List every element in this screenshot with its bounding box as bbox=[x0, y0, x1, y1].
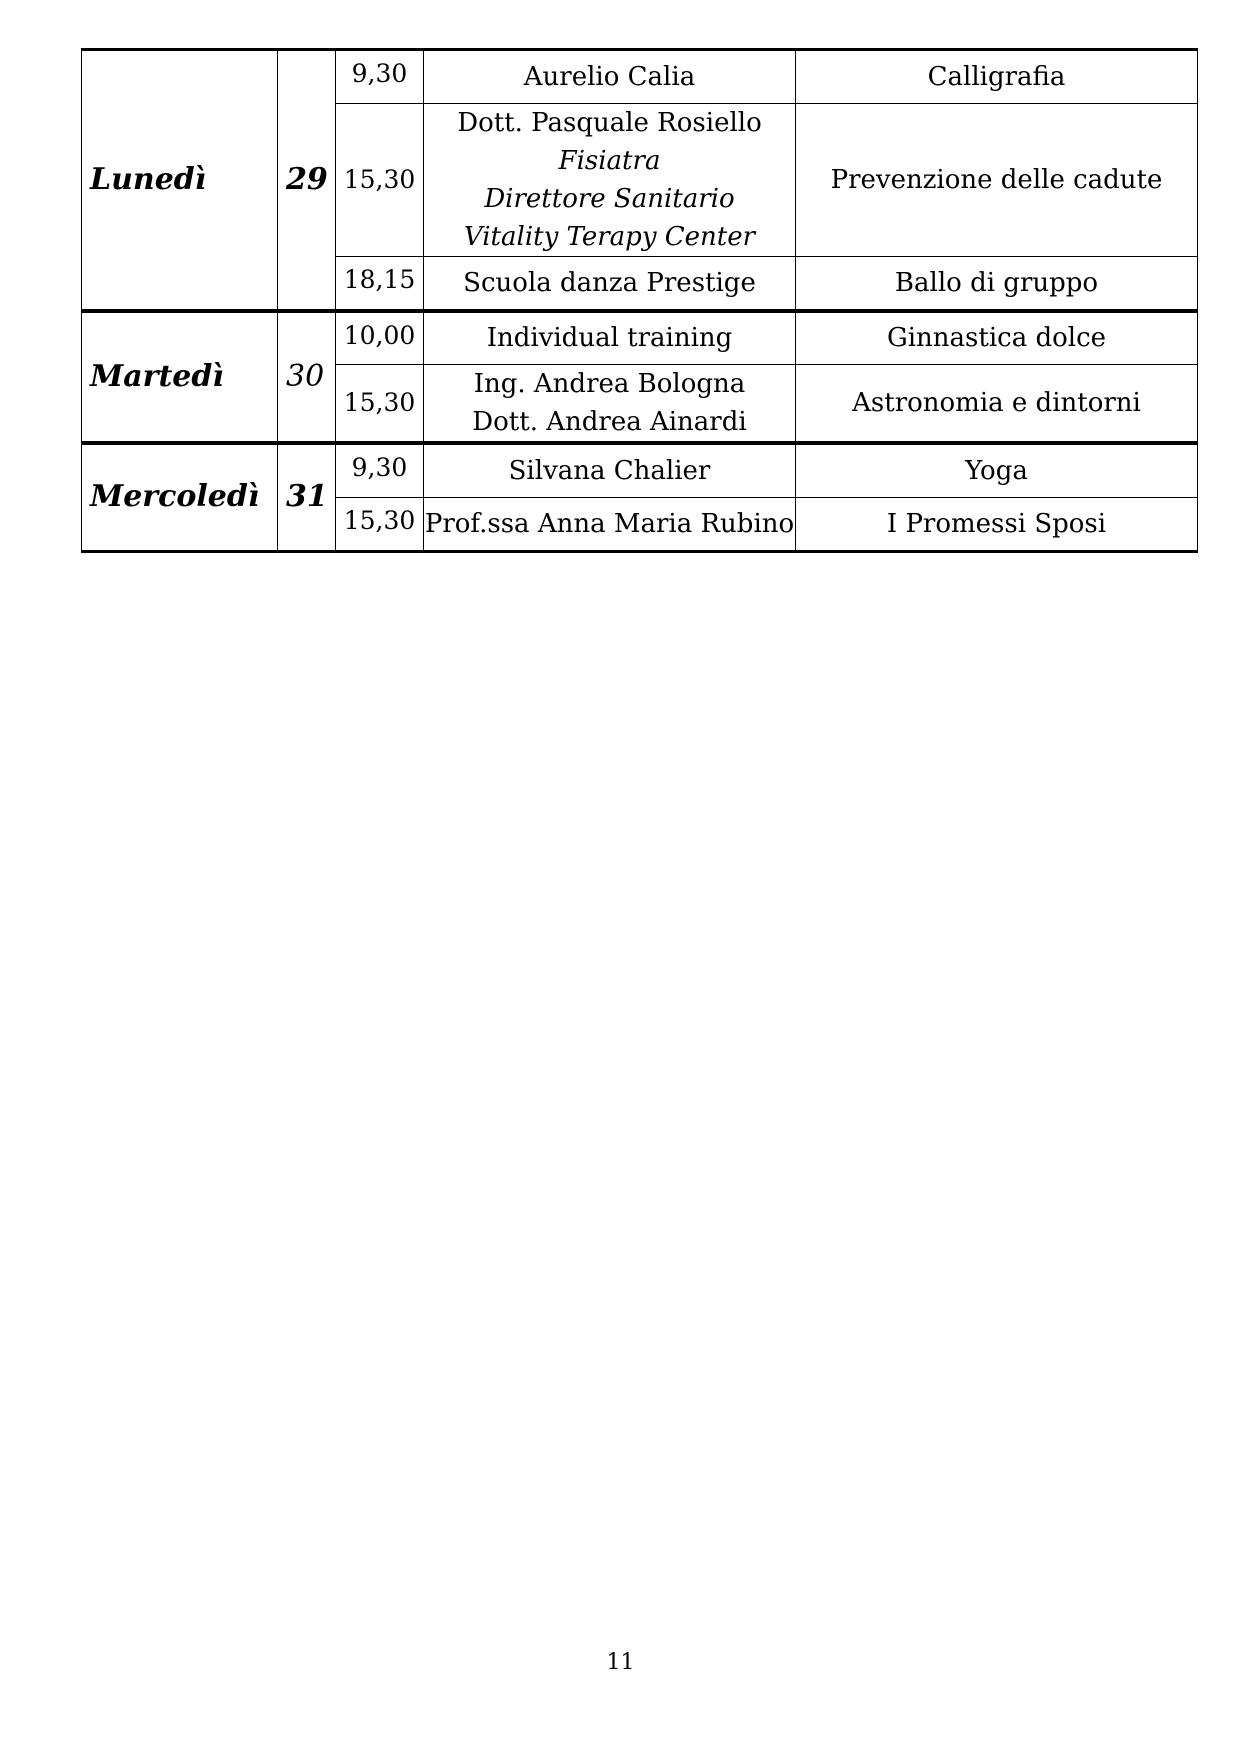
speaker-cell bbox=[424, 443, 796, 497]
day-cell: Mercoledì bbox=[82, 443, 278, 551]
topic-cell: I Promessi Sposi bbox=[796, 497, 1198, 551]
speaker-cell bbox=[424, 365, 796, 444]
speaker-cell bbox=[424, 311, 796, 365]
speaker-cell bbox=[424, 257, 796, 311]
time-cell: 15,30 bbox=[336, 365, 424, 444]
day-cell: Lunedì bbox=[82, 50, 278, 311]
time-cell: 9,30 bbox=[336, 443, 424, 497]
table-row bbox=[82, 311, 1198, 365]
topic-cell: Calligrafia bbox=[796, 50, 1198, 104]
time-cell: 9,30 bbox=[336, 50, 424, 104]
date-cell: 31 bbox=[278, 443, 336, 551]
speaker-role: Fisiatra bbox=[558, 146, 661, 176]
speaker-name: Dott. Pasquale Rosiello bbox=[457, 108, 762, 138]
speaker-name: Scuola danza Prestige bbox=[463, 267, 756, 298]
time-cell: 10,00 bbox=[336, 311, 424, 365]
topic-cell: Ballo di gruppo bbox=[796, 257, 1198, 311]
table-row bbox=[82, 443, 1198, 497]
speaker-cell bbox=[424, 50, 796, 104]
speaker-role: Direttore Sanitario bbox=[484, 184, 735, 214]
topic-cell: Ginnastica dolce bbox=[796, 311, 1198, 365]
page-number: 11 bbox=[606, 1650, 635, 1675]
topic-cell: Astronomia e dintorni bbox=[796, 365, 1198, 444]
schedule-table bbox=[81, 48, 1198, 553]
speaker-cell bbox=[424, 497, 796, 551]
date-cell: 29 bbox=[278, 50, 336, 311]
time-cell: 18,15 bbox=[336, 257, 424, 311]
time-cell: 15,30 bbox=[336, 104, 424, 257]
date-cell: 30 bbox=[278, 311, 336, 444]
speaker-name: Aurelio Calia bbox=[523, 62, 696, 92]
speaker-cell bbox=[424, 104, 796, 257]
speaker-name: Silvana Chalier bbox=[508, 455, 711, 486]
table-row bbox=[82, 50, 1198, 104]
time-cell: 15,30 bbox=[336, 497, 424, 551]
speaker-name: Individual training bbox=[486, 323, 733, 354]
speaker-organization: Vitality Terapy Center bbox=[463, 222, 756, 252]
day-cell: Martedì bbox=[82, 311, 278, 444]
speaker-name: Prof.ssa Anna Maria Rubino bbox=[424, 508, 795, 539]
topic-cell: Prevenzione delle cadute bbox=[796, 104, 1198, 257]
topic-cell: Yoga bbox=[796, 443, 1198, 497]
speaker-name: Dott. Andrea Ainardi bbox=[472, 407, 747, 437]
speaker-name: Ing. Andrea Bologna bbox=[473, 369, 746, 399]
